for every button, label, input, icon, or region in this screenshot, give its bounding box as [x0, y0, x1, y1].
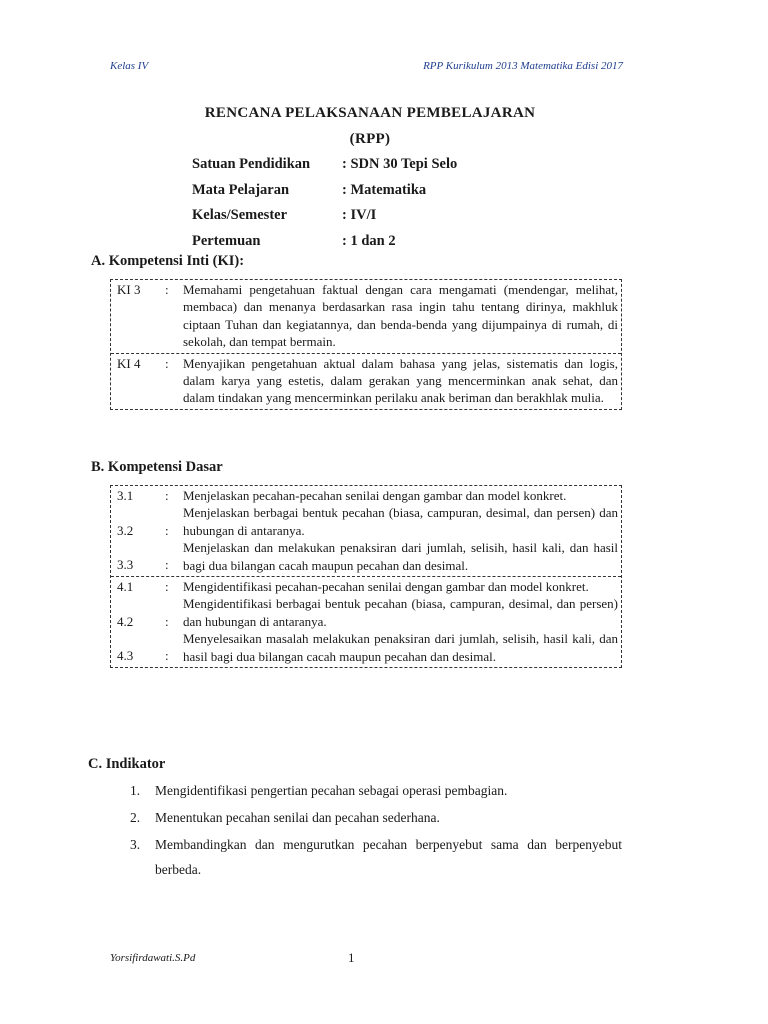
kd-code: 4.2 — [117, 614, 134, 630]
indikator-list — [130, 778, 622, 884]
identity-row — [192, 178, 457, 204]
list-item-number: 1. — [130, 783, 141, 798]
identity-row — [192, 229, 457, 255]
kd-text: Menyelesaikan masalah melakukan penaksiran dari jumlah, selisih, hasil kali, dan hasil bagi dua bilangan cacah maupun pecahan dan desimal. — [183, 631, 618, 664]
kd-codes — [111, 578, 165, 665]
ki-heading: A. Kompetensi Inti (KI): — [91, 253, 245, 269]
kd-codes — [111, 487, 165, 574]
kd-texts — [183, 487, 621, 574]
kd-group — [111, 486, 621, 576]
list-item — [130, 778, 622, 803]
identity-label: Satuan Pendidikan — [192, 156, 311, 173]
ki-text: Memahami pengetahuan faktual dengan cara mengamati (mendengar, melihat, membaca) dan menanya berdasarkan rasa ingin tahu tentang dirinya, makhluk ciptaan Tuhan dan kegiatannya, dan benda-benda yang dijumpainya di rumah, di sekolah, dan tempat bermain. — [183, 282, 618, 350]
identity-table — [192, 152, 457, 254]
title-block — [0, 100, 740, 152]
identity-row — [192, 152, 457, 178]
ki-row — [111, 353, 621, 409]
ki-text: Menyajikan pengetahuan aktual dalam bahasa yang jelas, sistematis dan logis, dalam karya yang estetis, dalam gerakan yang mencerminkan anak sehat, dan dalam tindakan yang mencerminkan perilaku anak beriman dan berakhlak mulia. — [183, 355, 618, 406]
header-class-label: Kelas IV — [110, 60, 149, 72]
ki-row — [111, 280, 621, 353]
kd-group — [111, 576, 621, 667]
identity-value: : Matematika — [342, 181, 427, 198]
kd-code: 3.3 — [117, 557, 134, 572]
kd-colon: : — [165, 523, 169, 538]
identity-row — [192, 203, 457, 229]
identity-label: Kelas/Semester — [192, 207, 288, 224]
list-item — [130, 832, 622, 882]
identity-value: : IV/I — [342, 207, 377, 224]
identity-label: Pertemuan — [192, 232, 261, 249]
list-item-number: 2. — [130, 810, 141, 825]
header-document-label: RPP Kurikulum 2013 Matematika Edisi 2017 — [423, 60, 623, 72]
document-subtitle: (RPP) — [349, 131, 391, 147]
identity-value: : 1 dan 2 — [342, 232, 396, 249]
kd-heading: B. Kompetensi Dasar — [91, 459, 223, 475]
kd-code: 4.1 — [117, 579, 134, 595]
kd-text: Mengidentifikasi berbagai bentuk pecahan (biasa, campuran, desimal, dan persen) dan hubungan di antaranya. — [183, 596, 618, 629]
list-item-text: Membandingkan dan mengurutkan pecahan berpenyebut sama dan berpenyebut berbeda. — [155, 837, 622, 877]
page-number: 1 — [348, 950, 355, 965]
kd-colon: : — [165, 488, 169, 503]
kd-colon: : — [165, 579, 169, 595]
kd-table — [110, 485, 622, 668]
ki-table — [110, 279, 622, 410]
list-item-text: Menentukan pecahan senilai dan pecahan sederhana. — [155, 810, 440, 825]
kd-text: Menjelaskan pecahan-pecahan senilai dengan gambar dan model konkret. — [183, 488, 567, 503]
kd-colon: : — [165, 614, 169, 630]
ki-code: KI 3 — [117, 282, 141, 297]
kd-texts — [183, 578, 621, 665]
footer-author: Yorsifirdawati.S.Pd — [110, 952, 196, 964]
ki-colon: : — [165, 282, 169, 297]
ki-colon: : — [165, 355, 169, 371]
kd-code: 3.2 — [117, 523, 134, 538]
kd-colon: : — [165, 557, 169, 572]
document-title: RENCANA PELAKSANAAN PEMBELAJARAN — [204, 105, 536, 121]
identity-value: : SDN 30 Tepi Selo — [342, 156, 458, 173]
kd-code: 4.3 — [117, 648, 134, 664]
kd-colons — [165, 578, 183, 665]
kd-colon: : — [165, 648, 169, 664]
kd-code: 3.1 — [117, 488, 134, 503]
identity-label: Mata Pelajaran — [192, 181, 290, 198]
kd-text: Menjelaskan dan melakukan penaksiran dari jumlah, selisih, hasil kali, dan hasil bagi dua bilangan cacah maupun pecahan dan desimal. — [183, 540, 618, 573]
kd-text: Menjelaskan berbagai bentuk pecahan (biasa, campuran, desimal, dan persen) dan hubungan di antaranya. — [183, 505, 618, 538]
list-item — [130, 805, 622, 830]
indikator-heading: C. Indikator — [88, 756, 166, 772]
kd-text: Mengidentifikasi pecahan-pecahan senilai dengan gambar dan model konkret. — [183, 579, 589, 595]
kd-colons — [165, 487, 183, 574]
list-item-text: Mengidentifikasi pengertian pecahan sebagai operasi pembagian. — [155, 783, 508, 798]
ki-code: KI 4 — [117, 355, 141, 371]
list-item-number: 3. — [130, 837, 141, 852]
page-header — [110, 60, 623, 72]
